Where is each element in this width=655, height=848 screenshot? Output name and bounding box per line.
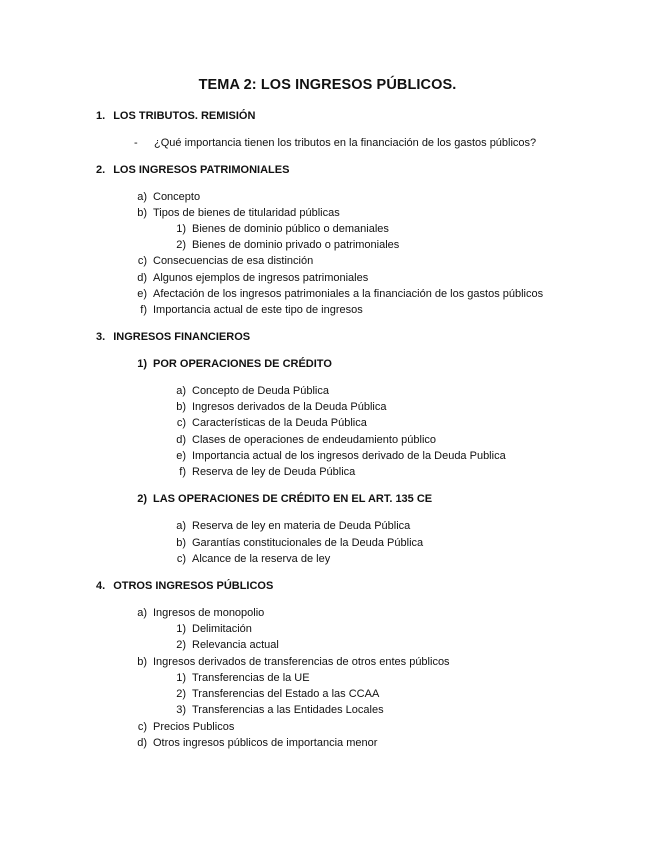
list-item xyxy=(164,519,410,533)
list-item-text: Bienes de dominio privado o patrimoniales xyxy=(192,239,400,251)
section-heading-text: LOS INGRESOS PATRIMONIALES xyxy=(113,164,290,176)
list-subitem xyxy=(164,687,379,701)
list-marker: 1) xyxy=(176,623,186,635)
section-marker: 4. xyxy=(96,580,106,592)
list-item xyxy=(164,384,329,398)
subsection-heading-text: LAS OPERACIONES DE CRÉDITO EN EL ART. 135 CE xyxy=(153,493,433,505)
list-item-text: Ingresos de monopolio xyxy=(153,607,265,619)
list-item-text: Características de la Deuda Pública xyxy=(192,417,367,429)
list-marker: 2) xyxy=(176,688,186,700)
list-item xyxy=(125,655,450,669)
list-item xyxy=(125,190,200,204)
list-item xyxy=(125,254,313,268)
subsection-marker: 2) xyxy=(137,493,147,505)
list-item-text: Alcance de la reserva de ley xyxy=(192,553,331,565)
section-heading-3 xyxy=(96,330,250,344)
section-marker: 3. xyxy=(96,331,106,343)
list-subitem xyxy=(164,671,310,685)
list-item xyxy=(164,552,330,566)
list-marker: a) xyxy=(137,607,147,619)
list-item-text: Concepto de Deuda Pública xyxy=(192,385,329,397)
list-item xyxy=(125,720,234,734)
list-item xyxy=(125,271,368,285)
section-heading-text: OTROS INGRESOS PÚBLICOS xyxy=(113,580,274,592)
list-item-text: Otros ingresos públicos de importancia menor xyxy=(153,737,378,749)
list-item xyxy=(164,433,436,447)
list-subitem xyxy=(164,638,279,652)
list-item-text: ¿Qué importancia tienen los tributos en la financiación de los gastos públicos? xyxy=(154,137,537,149)
list-item xyxy=(164,449,506,463)
list-marker: d) xyxy=(137,272,147,284)
list-subitem xyxy=(164,222,389,236)
list-item xyxy=(125,206,340,220)
list-marker: c) xyxy=(137,255,147,267)
subsection-heading xyxy=(125,492,432,506)
list-item-text: Reserva de ley de Deuda Pública xyxy=(192,466,356,478)
list-marker: 2) xyxy=(176,239,186,251)
list-marker: b) xyxy=(176,537,186,549)
list-item-text: Importancia actual de este tipo de ingresos xyxy=(153,304,363,316)
list-item-text: Garantías constitucionales de la Deuda Pública xyxy=(192,537,424,549)
list-marker: c) xyxy=(137,721,147,733)
list-item-text: Concepto xyxy=(153,191,201,203)
list-item-text: Reserva de ley en materia de Deuda Pública xyxy=(192,520,411,532)
list-item-text: Ingresos derivados de transferencias de otros entes públicos xyxy=(153,656,450,668)
list-marker: f) xyxy=(179,466,186,478)
page-title: TEMA 2: LOS INGRESOS PÚBLICOS. xyxy=(198,77,457,93)
list-item xyxy=(164,465,355,479)
list-item-text: Tipos de bienes de titularidad públicas xyxy=(153,207,340,219)
list-marker: 1) xyxy=(176,672,186,684)
list-item xyxy=(164,416,367,430)
list-item-text: Transferencias del Estado a las CCAA xyxy=(192,688,380,700)
list-marker: b) xyxy=(137,656,147,668)
list-marker: 3) xyxy=(176,704,186,716)
list-item xyxy=(164,400,386,414)
list-marker: e) xyxy=(176,450,186,462)
list-item xyxy=(164,536,423,550)
list-marker: 1) xyxy=(176,223,186,235)
list-item xyxy=(125,736,377,750)
list-marker: b) xyxy=(176,401,186,413)
list-marker: a) xyxy=(176,520,186,532)
section-heading-2 xyxy=(96,163,289,177)
list-item-text: Ingresos derivados de la Deuda Pública xyxy=(192,401,387,413)
list-marker: b) xyxy=(137,207,147,219)
list-marker: c) xyxy=(176,417,186,429)
list-marker: d) xyxy=(137,737,147,749)
bullet-marker: - xyxy=(134,137,138,149)
list-marker: 2) xyxy=(176,639,186,651)
list-item xyxy=(134,136,536,150)
section-heading-1 xyxy=(96,109,255,123)
list-item-text: Consecuencias de esa distinción xyxy=(153,255,314,267)
list-marker: d) xyxy=(176,434,186,446)
list-item-text: Relevancia actual xyxy=(192,639,279,651)
list-subitem xyxy=(164,622,252,636)
list-item xyxy=(125,606,264,620)
list-item-text: Precios Publicos xyxy=(153,721,235,733)
list-subitem xyxy=(164,238,399,252)
list-item-text: Delimitación xyxy=(192,623,252,635)
section-marker: 1. xyxy=(96,110,106,122)
list-item xyxy=(125,287,543,301)
section-marker: 2. xyxy=(96,164,106,176)
list-item-text: Transferencias a las Entidades Locales xyxy=(192,704,384,716)
section-heading-text: INGRESOS FINANCIEROS xyxy=(113,331,251,343)
list-marker: e) xyxy=(137,288,147,300)
list-marker: c) xyxy=(176,553,186,565)
list-item-text: Afectación de los ingresos patrimoniales a la financiación de los gastos públicos xyxy=(153,288,544,300)
subsection-heading-text: POR OPERACIONES DE CRÉDITO xyxy=(153,358,332,370)
subsection-marker: 1) xyxy=(137,358,147,370)
list-item-text: Bienes de dominio público o demaniales xyxy=(192,223,389,235)
section-heading-4 xyxy=(96,579,273,593)
list-marker: f) xyxy=(140,304,147,316)
list-item-text: Clases de operaciones de endeudamiento público xyxy=(192,434,437,446)
list-subitem xyxy=(164,703,384,717)
list-item-text: Transferencias de la UE xyxy=(192,672,310,684)
list-marker: a) xyxy=(137,191,147,203)
section-heading-text: LOS TRIBUTOS. REMISIÓN xyxy=(113,110,256,122)
list-item xyxy=(125,303,363,317)
list-item-text: Algunos ejemplos de ingresos patrimoniales xyxy=(153,272,369,284)
list-marker: a) xyxy=(176,385,186,397)
subsection-heading xyxy=(125,357,332,371)
list-item-text: Importancia actual de los ingresos derivado de la Deuda Publica xyxy=(192,450,506,462)
